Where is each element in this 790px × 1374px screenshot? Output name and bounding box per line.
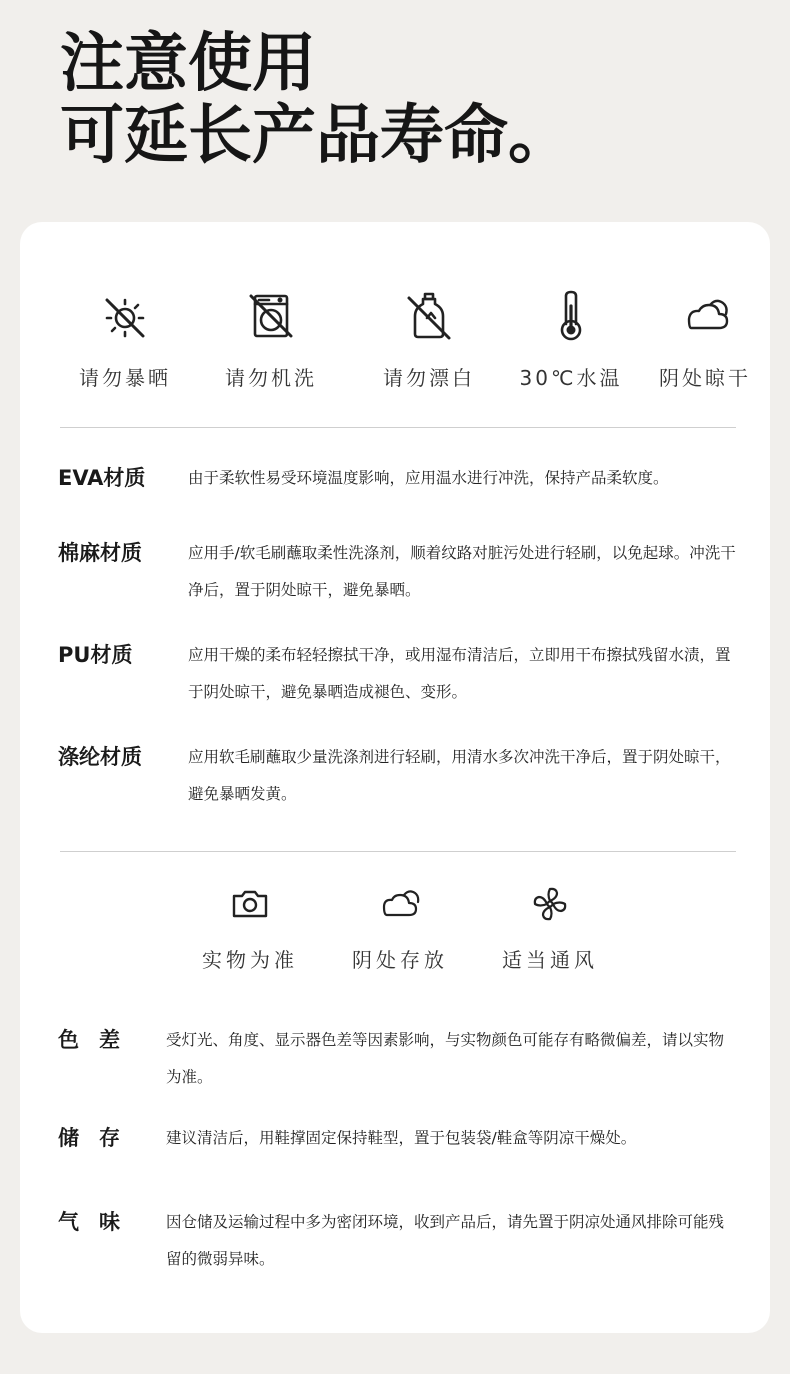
- thermometer-icon: [543, 288, 599, 344]
- note-description: 受灯光、角度、显示器色差等因素影响，与实物颜色可能存有略微偏差，请以实物为准。: [166, 1031, 725, 1086]
- care-item-water-temp: [506, 288, 636, 398]
- note-description: 建议清洁后，用鞋撑固定保持鞋型，置于包装袋/鞋盒等阴凉干燥处。: [166, 1129, 637, 1147]
- note-name: 气味: [58, 1210, 140, 1234]
- info-item-actual-product: [185, 882, 315, 982]
- care-label-shade-dry: 阴处晾干: [659, 366, 751, 390]
- material-name: EVA材质: [58, 466, 146, 490]
- care-label-water-temp: 30℃水温: [519, 366, 623, 390]
- no-bleach-icon: [401, 288, 457, 344]
- care-icons-row: [60, 288, 751, 398]
- material-description: 应用干燥的柔布轻轻擦拭干净，或用湿布清洁后，立即用干布擦拭残留水渍，置于阴处晾干，避免暴晒造成褪色、变形。: [188, 646, 731, 701]
- care-label-no-bleach: 请勿漂白: [383, 366, 475, 390]
- material-name: PU材质: [58, 643, 133, 667]
- fan-icon: [528, 882, 572, 926]
- note-name: 色差: [58, 1028, 140, 1052]
- note-name: 储存: [58, 1126, 140, 1150]
- info-icons-row: [185, 882, 625, 982]
- material-name: 棉麻材质: [58, 541, 142, 565]
- material-description: 应用手/软毛刷蘸取柔性洗涤剂，顺着纹路对脏污处进行轻刷，以免起球。冲洗干净后，置于阴处晾干，避免暴晒。: [188, 544, 736, 599]
- care-label-no-machine-wash: 请勿机洗: [225, 366, 317, 390]
- note-description: 因仓储及运输过程中多为密闭环境，收到产品后，请先置于阴凉处通风排除可能残留的微弱异味。: [166, 1213, 725, 1268]
- cloud-icon: [677, 288, 733, 344]
- info-item-ventilation: [485, 882, 615, 982]
- care-label-no-sun: 请勿暴晒: [79, 366, 171, 390]
- divider-middle: [60, 851, 736, 852]
- care-item-no-machine-wash: [206, 288, 336, 398]
- material-name: 涤纶材质: [58, 745, 142, 769]
- divider-top: [60, 427, 736, 428]
- info-label-ventilation: 适当通风: [502, 948, 598, 972]
- no-sun-icon: [97, 288, 153, 344]
- material-description: 应用软毛刷蘸取少量洗涤剂进行轻刷，用清水多次冲洗干净后，置于阴处晾干，避免暴晒发黄。: [188, 748, 731, 803]
- info-label-shade-storage: 阴处存放: [352, 948, 448, 972]
- headline-line-2: 可延长产品寿命。: [60, 99, 572, 173]
- care-item-no-bleach: [364, 288, 494, 398]
- care-item-shade-dry: [640, 288, 770, 398]
- info-label-actual-product: 实物为准: [202, 948, 298, 972]
- care-item-no-sun: [60, 288, 190, 398]
- info-item-shade-storage: [335, 882, 465, 982]
- camera-icon: [228, 882, 272, 926]
- no-machine-wash-icon: [243, 288, 299, 344]
- care-instructions-card: [20, 222, 770, 1333]
- page-headline: [60, 28, 572, 172]
- headline-line-1: 注意使用: [60, 27, 316, 101]
- material-description: 由于柔软性易受环境温度影响，应用温水进行冲洗，保持产品柔软度。: [188, 469, 669, 487]
- cloud-icon: [378, 882, 422, 926]
